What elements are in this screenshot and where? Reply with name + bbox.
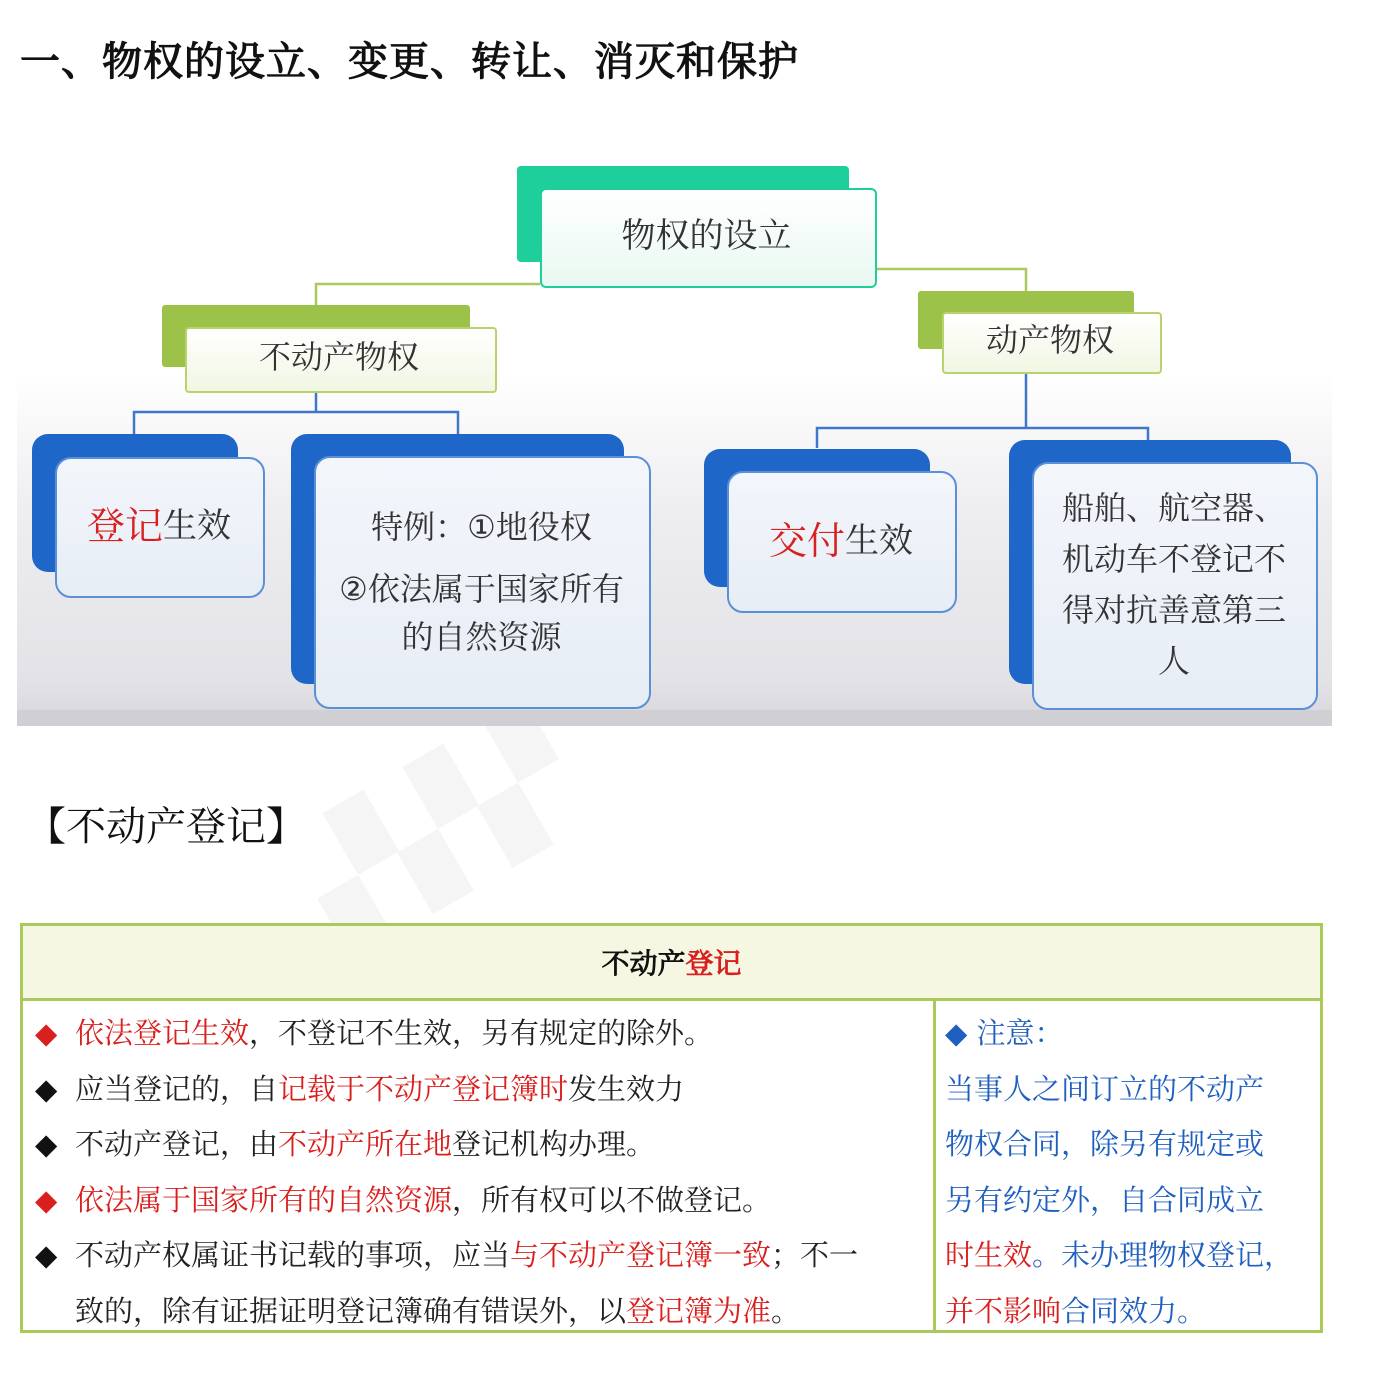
registration-table xyxy=(20,923,1323,1333)
leaf2-label xyxy=(314,456,649,707)
row-text: ，所有权可以不做登记。 xyxy=(452,1182,772,1217)
diamond-bullet-icon: ◆ xyxy=(945,1016,977,1050)
diamond-bullet-icon: ◆ xyxy=(35,1238,58,1272)
note-title: 注意： xyxy=(976,1016,1064,1050)
connector-root-left xyxy=(316,284,540,306)
table-title-red: 登记 xyxy=(685,947,742,980)
leaf4-line1: 船舶、航空器、 xyxy=(1061,488,1286,527)
right-branch-label: 动产物权 xyxy=(985,321,1114,360)
row-text: 致的，除有证据证明登记簿确有错误外，以 xyxy=(75,1293,627,1328)
watermark-decoration: ▞▞▞ xyxy=(283,700,594,959)
emphasis-text: 不动产所在地 xyxy=(278,1127,453,1161)
note-emphasis-text: 并不影响 xyxy=(945,1293,1062,1328)
table-row xyxy=(35,1062,925,1118)
leaf4-line3: 得对抗善意第三 xyxy=(1061,591,1286,629)
diamond-bullet-icon: ◆ xyxy=(35,1071,58,1106)
note-text: 合同效力。 xyxy=(1061,1293,1207,1328)
root-node-label: 物权的设立 xyxy=(621,215,792,256)
leaf2-line1: 特例：①地役权 xyxy=(371,507,592,546)
table-row xyxy=(35,1117,925,1173)
left-branch-label: 不动产物权 xyxy=(258,338,419,377)
row-text: 。 xyxy=(771,1293,801,1328)
table-note xyxy=(945,1006,1315,1339)
emphasis-text: 依法登记生效 xyxy=(75,1016,250,1050)
table-title-plain: 不动产 xyxy=(601,947,686,980)
note-text: 当事人之间订立的不动产 xyxy=(945,1071,1265,1106)
leaf2-line2: ②依法属于国家所有 xyxy=(339,569,624,608)
diamond-bullet-icon: ◆ xyxy=(35,1182,58,1217)
connector-left-children xyxy=(134,390,458,434)
table-row xyxy=(35,1173,925,1229)
emphasis-text: 记载于不动产登记簿时 xyxy=(278,1071,569,1106)
note-emphasis-text: 时生效 xyxy=(945,1238,1033,1272)
note-title-row xyxy=(945,1006,1315,1062)
note-text: 另有约定外， xyxy=(945,1182,1120,1217)
row-text: 应当登记的，自 xyxy=(75,1071,279,1106)
leaf1-rest: 生效 xyxy=(163,506,231,547)
leaf4-line2: 机动车不登记不 xyxy=(1061,539,1286,578)
row-text: 不动产登记，由 xyxy=(75,1127,279,1161)
section-subheading: 【不动产登记】 xyxy=(26,804,306,850)
row-text: 登记机构办理。 xyxy=(452,1127,656,1161)
page-title: 一、物权的设立、变更、转让、消灭和保护 xyxy=(20,39,799,85)
row-text: 不动产权属证书记载的事项，应当 xyxy=(75,1238,511,1272)
note-text: 。未办理物权登记， xyxy=(1032,1238,1294,1272)
table-rules-list xyxy=(35,1006,925,1339)
emphasis-text: 登记簿为准 xyxy=(626,1293,772,1328)
leaf3-rest: 生效 xyxy=(845,520,913,561)
leaf4-label xyxy=(1032,462,1316,708)
diamond-bullet-icon: ◆ xyxy=(35,1016,58,1050)
emphasis-text: 与不动产登记簿一致 xyxy=(510,1238,772,1272)
leaf1-emphasis: 登记 xyxy=(86,504,163,549)
emphasis-text: 依法属于国家所有的自然资源 xyxy=(75,1182,453,1217)
note-text: 物权合同，除另有规定或 xyxy=(945,1127,1265,1161)
leaf2-line3: 的自然资源 xyxy=(401,617,562,656)
connector-root-right xyxy=(875,269,1026,292)
note-line xyxy=(945,1284,1315,1340)
row-text: ；不一 xyxy=(771,1238,859,1272)
connector-right-children xyxy=(817,372,1148,448)
note-line xyxy=(945,1117,1315,1173)
leaf1-label xyxy=(55,457,263,596)
diamond-bullet-icon: ◆ xyxy=(35,1127,58,1161)
note-text: 自合同成立 xyxy=(1119,1182,1265,1217)
leaf4-line4: 人 xyxy=(1157,642,1190,681)
table-row xyxy=(35,1284,925,1340)
table-header xyxy=(23,926,1320,1001)
note-line xyxy=(945,1228,1315,1284)
table-row xyxy=(35,1006,925,1062)
row-text: 发生效力 xyxy=(568,1071,685,1106)
note-line xyxy=(945,1062,1315,1118)
row-text: ，不登记不生效，另有规定的除外。 xyxy=(249,1016,714,1050)
table-column-divider xyxy=(933,998,936,1333)
leaf3-label xyxy=(727,471,955,611)
leaf3-emphasis: 交付 xyxy=(768,518,845,563)
table-row xyxy=(35,1228,925,1284)
note-line xyxy=(945,1173,1315,1229)
